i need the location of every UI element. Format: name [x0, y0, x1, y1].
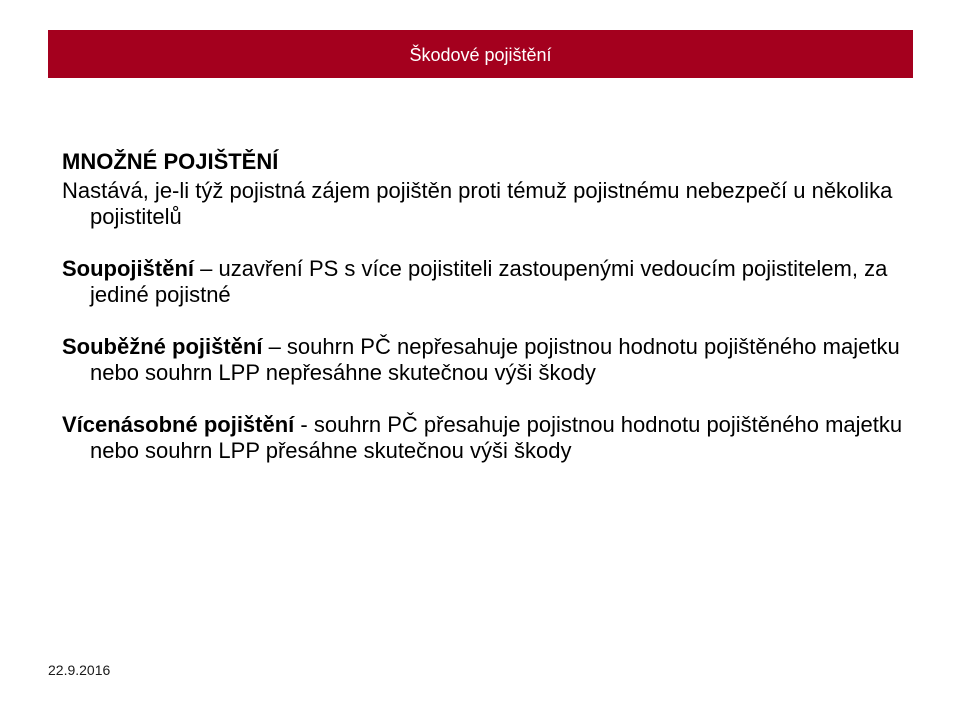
slide-content: [62, 146, 922, 464]
definition-text: - souhrn PČ přesahuje pojistnou hodnotu pojištěného majetku nebo souhrn LPP přesáhne skutečnou výši škody: [90, 412, 903, 463]
definition-soubezne-pojisteni: [62, 334, 922, 386]
definition-term: Soupojištění: [62, 256, 194, 281]
intro-paragraph: Nastává, je-li týž pojistná zájem pojištěn proti témuž pojistnému nebezpečí u několika pojistitelů: [62, 178, 893, 229]
footer-date: 22.9.2016: [48, 662, 111, 678]
slide-title: Škodové pojištění: [409, 44, 552, 65]
section-heading: MNOŽNÉ POJIŠTĚNÍ: [62, 149, 279, 174]
definition-soupojisteni: [62, 256, 922, 308]
definition-term: Vícenásobné pojištění: [62, 412, 295, 437]
definition-vicenasobne-pojisteni: [62, 412, 922, 464]
definition-text: – souhrn PČ nepřesahuje pojistnou hodnotu pojištěného majetku nebo souhrn LPP nepřesáhne skutečnou výši škody: [90, 334, 900, 385]
definition-text: – uzavření PS s více pojistiteli zastoupenými vedoucím pojistitelem, za jediné pojistné: [90, 256, 888, 307]
title-bar: [48, 30, 913, 78]
definition-term: Souběžné pojištění: [62, 334, 263, 359]
